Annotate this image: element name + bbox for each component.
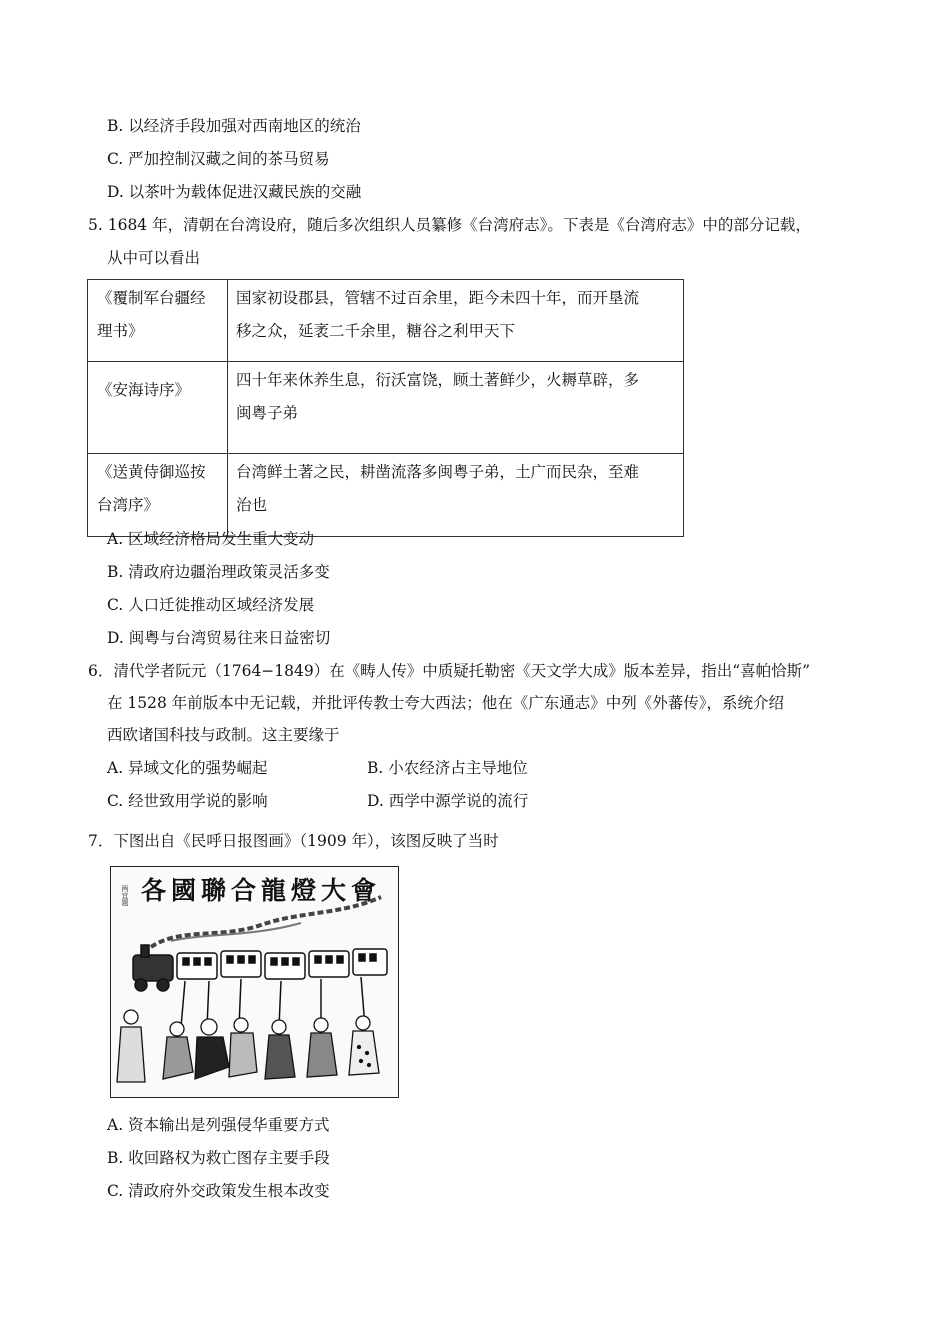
q7-option-a: A. 资本输出是列强侵华重要方式 (107, 1116, 330, 1134)
table-text-cell: 台湾鲜土著之民，耕凿流落多闽粤子弟，土广而民杂，至难 治也 (228, 454, 684, 537)
table-text-cell: 国家初设郡县，管辖不过百余里，距今未四十年，而开垦流 移之众，延袤二千余里，糖谷之利甲天下 (228, 280, 684, 362)
locomotive-icon (133, 945, 173, 991)
q6-option-a: A. 异域文化的强势崛起 (107, 759, 268, 777)
figures-group (117, 1010, 379, 1082)
table-text-cell: 四十年来休养生息，衍沃富饶，顾土著鲜少，火耨草辟，多 闽粤子弟 (228, 362, 684, 454)
q6-stem-cont2: 西欧诸国科技与政制。这主要缘于 (107, 726, 340, 744)
train-carriages-icon (177, 949, 387, 979)
q5-option-c: C. 人口迁徙推动区域经济发展 (107, 596, 315, 614)
q5-option-b: B. 清政府边疆治理政策灵活多变 (107, 563, 330, 581)
q6-option-b: B. 小农经济占主导地位 (367, 759, 528, 777)
q6-option-d: D. 西学中源学说的流行 (367, 792, 529, 810)
q6-stem: 6．清代学者阮元（1764−1849）在《畴人传》中质疑托勒密《天文学大成》版本差异，指出“喜帕恰斯” (88, 662, 811, 680)
q7-stem: 7．下图出自《民呼日报图画》（1909 年），该图反映了当时 (88, 832, 499, 850)
table-source-cell: 《送黄侍御巡按 台湾序》 (88, 454, 228, 537)
q5-option-d: D. 闽粤与台湾贸易往来日益密切 (107, 629, 331, 647)
table-source-cell: 《安海诗序》 (88, 362, 228, 454)
table-row (88, 280, 684, 362)
q4-option-b: B. 以经济手段加强对西南地区的统治 (107, 117, 361, 135)
cartoon-signature: 两宜题 (121, 885, 129, 906)
table-source-cell: 《覆制军台疆经 理书》 (88, 280, 228, 362)
cartoon-title: 各國聯合龍燈大會 (140, 876, 382, 905)
table-row (88, 362, 684, 454)
q7-option-c: C. 清政府外交政策发生根本改变 (107, 1182, 330, 1200)
q4-option-d: D. 以茶叶为载体促进汉藏民族的交融 (107, 183, 362, 201)
q6-option-c: C. 经世致用学说的影响 (107, 792, 268, 810)
q5-stem: 5. 1684 年，清朝在台湾设府，随后多次组织人员纂修《台湾府志》。下表是《台湾府志》中的部分记载， (88, 216, 811, 234)
q5-record-table (87, 279, 684, 537)
cartoon-image (110, 866, 399, 1098)
q6-stem-cont1: 在 1528 年前版本中无记载，并批评传教士夸大西法；他在《广东通志》中列《外蕃传》，系统介绍 (107, 694, 785, 712)
q7-option-b: B. 收回路权为救亡图存主要手段 (107, 1149, 330, 1167)
table-row (88, 454, 684, 537)
q4-option-c: C. 严加控制汉藏之间的茶马贸易 (107, 150, 330, 168)
q5-option-a: A. 区域经济格局发生重大变动 (107, 530, 315, 548)
q5-stem-cont: 从中可以看出 (107, 249, 201, 267)
